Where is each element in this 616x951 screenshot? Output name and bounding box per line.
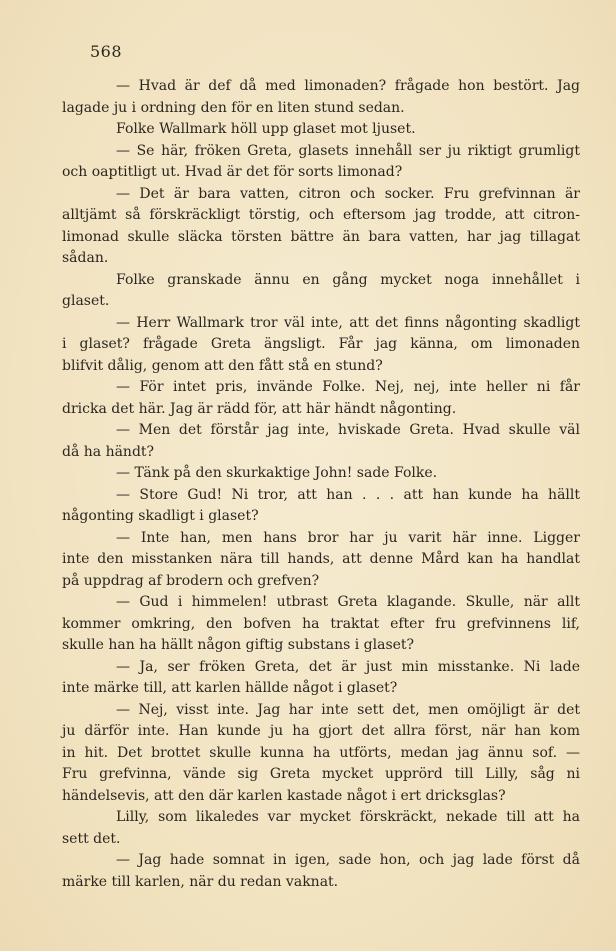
text-line: skulle han ha hällt någon giftig substans i glaset? [62, 637, 415, 653]
text-line: — Hvad är def då med limonaden? frågade hon bestört. Jag [116, 78, 580, 94]
text-line: — För intet pris, invände Folke. Nej, nej, inte heller ni får [116, 379, 580, 395]
text-line: — Nej, visst inte. Jag har inte sett det, men omöjligt är det [116, 701, 580, 718]
text-line: lagade ju i ordning den för en liten stund sedan. [62, 99, 405, 116]
text-line: sett det. [62, 830, 121, 847]
text-line: på uppdrag af brodern och grefven? [62, 572, 320, 589]
text-line: Lilly, som likaledes var mycket förskräckt, nekade till att ha [116, 809, 580, 825]
text-line: sådan. [62, 250, 109, 266]
page-number: 568 [90, 42, 123, 61]
text-line: inte märke till, att karlen hällde något i glaset? [62, 680, 398, 696]
text-line: händelsevis, att den där karlen kastade något i ert dricksglas? [62, 787, 506, 804]
text-line: — Herr Wallmark tror väl inte, att det finns någonting skadligt [116, 314, 580, 331]
text-line: märke till karlen, när du redan vaknat. [62, 873, 339, 890]
text-line: alltjämt så förskräckligt törstig, och eftersom jag trodde, att citron- [62, 207, 580, 223]
text-line: Fru grefvinna, vände sig Greta mycket upprörd till Lilly, såg ni [62, 766, 580, 782]
text-line: Folke Wallmark höll upp glaset mot ljuset. [116, 121, 416, 137]
text-line: — Tänk på den skurkaktige John! sade Folke. [116, 465, 438, 481]
text-line: någonting skadligt i glaset? [62, 508, 259, 524]
text-line: — Gud i himmelen! utbrast Greta klagande. Skulle, när allt [116, 594, 580, 610]
text-line: in hit. Det brottet skulle kunna ha utförts, medan jag ännu sof. — [62, 744, 580, 761]
text-line: — Ja, ser fröken Greta, det är just min misstanke. Ni lade [116, 658, 580, 675]
text-line: — Det är bara vatten, citron och socker. Fru grefvinnan är [116, 185, 580, 202]
text-line: i glaset? frågade Greta ängsligt. Får jag känna, om limonaden [62, 336, 580, 352]
text-line: glaset. [62, 293, 110, 309]
text-line: — Jag hade somnat in igen, sade hon, och jag lade först då [116, 852, 580, 868]
text-line: Folke granskade ännu en gång mycket noga innehållet i [116, 271, 580, 288]
text-line: ju därför inte. Han kunde ju ha gjort det allra först, när han kom [62, 723, 580, 739]
text-line: — Men det förstår jag inte, hviskade Greta. Hvad skulle väl [116, 422, 580, 438]
text-line: limonad skulle släcka törsten bättre än bara vatten, har jag tillagat [62, 228, 580, 245]
text-line: — Store Gud! Ni tror, att han . . . att han kunde ha hällt [116, 486, 580, 503]
text-line: och oaptitligt ut. Hvad är det för sorts limonad? [62, 164, 403, 180]
text-line: — Se här, fröken Greta, glasets innehåll ser ju riktigt grumligt [116, 142, 580, 159]
text-line: blifvit dålig, genom att den fått stå en stund? [62, 357, 383, 374]
text-line: dricka det här. Jag är rädd för, att här händt någonting. [62, 400, 457, 417]
text-line: kommer omkring, den bofven ha traktat efter fru grefvinnens lif, [62, 615, 580, 632]
text-line: — Inte han, men hans bror har ju varit här inne. Ligger [116, 529, 580, 546]
body-text [62, 76, 580, 893]
text-line: då ha händt? [62, 443, 155, 460]
text-line: inte den misstanken nära till hands, att denne Mård kan ha handlat [62, 551, 580, 567]
